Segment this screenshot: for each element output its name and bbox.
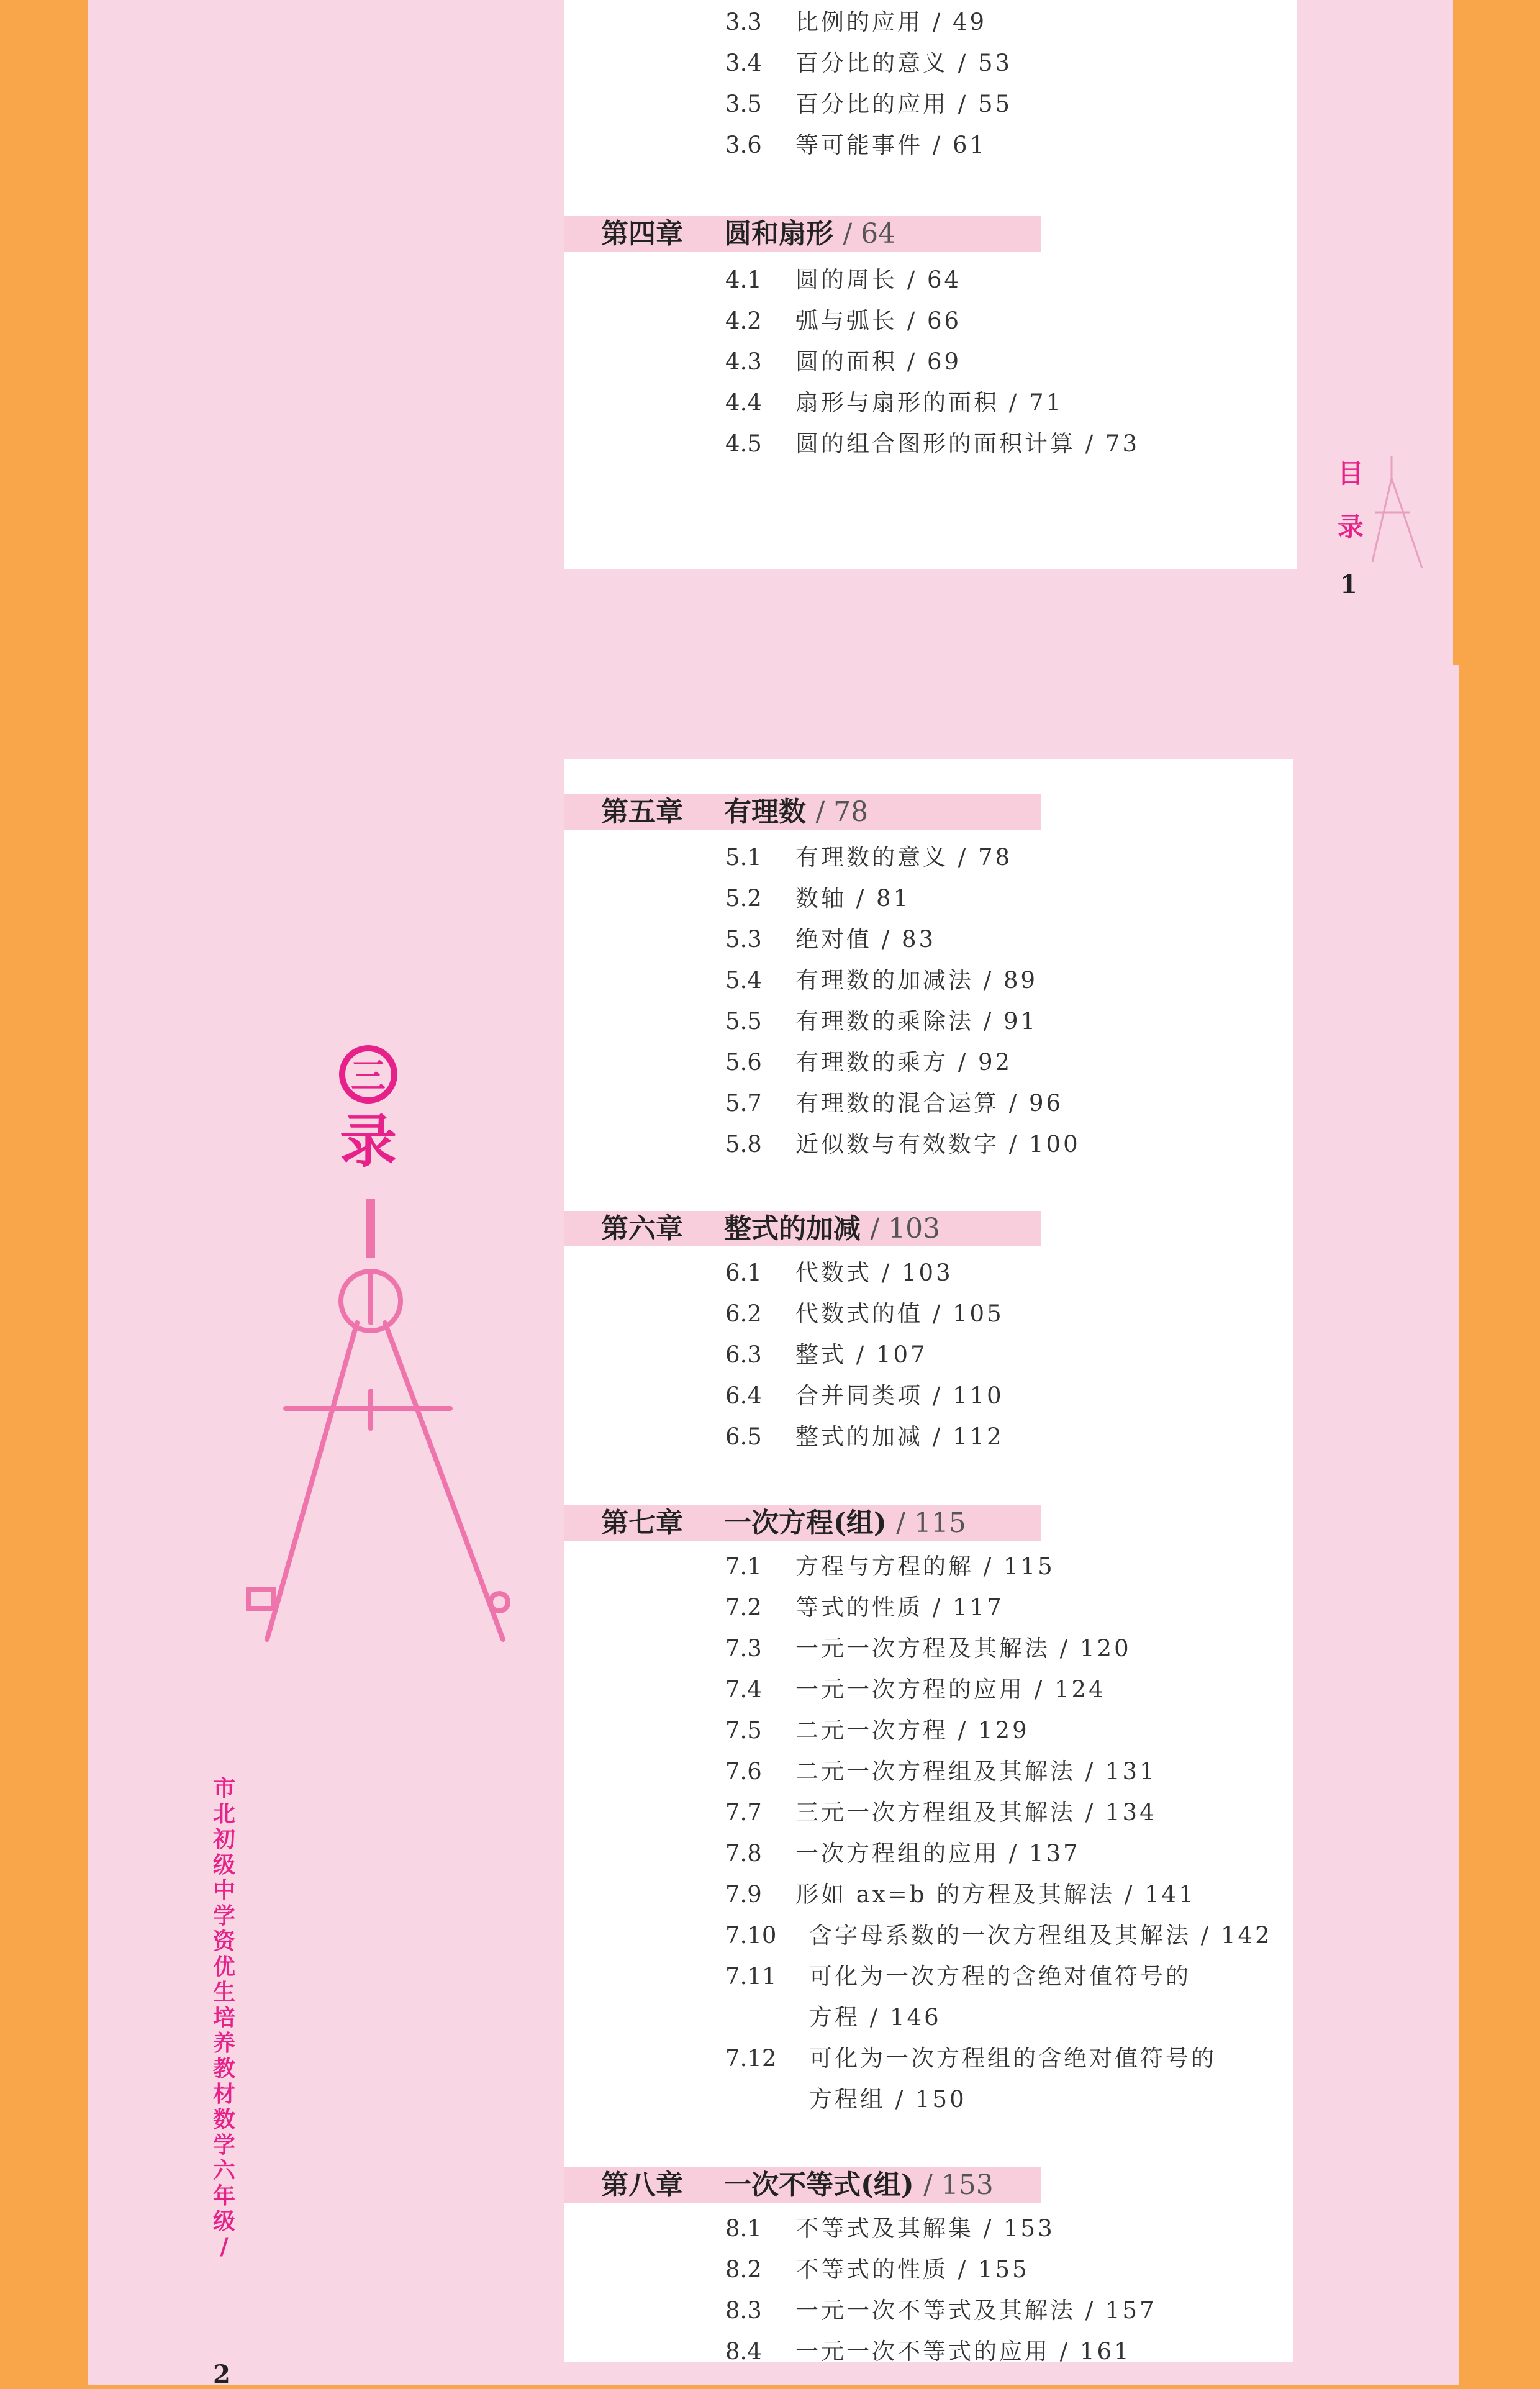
section-title: 代数式 / 103 bbox=[795, 1259, 953, 1286]
section-number: 7.9 bbox=[725, 1881, 762, 1908]
section-number: 7.11 bbox=[725, 1963, 777, 1990]
small-compass-icon bbox=[1363, 453, 1431, 578]
catalog-logo bbox=[335, 1043, 404, 1182]
chapter-label: 第八章 bbox=[601, 2169, 683, 2201]
section-title: 数轴 / 81 bbox=[795, 885, 911, 912]
side-label-char: 目 bbox=[1337, 458, 1364, 489]
section-title: 有理数的意义 / 78 bbox=[795, 844, 1013, 871]
section-title: 代数式的值 / 105 bbox=[795, 1300, 1004, 1327]
chapter-heading bbox=[564, 794, 1041, 830]
chapter-label: 第七章 bbox=[601, 1507, 683, 1539]
section-number: 6.4 bbox=[725, 1382, 762, 1409]
svg-text:三: 三 bbox=[351, 1056, 386, 1097]
section-title: 圆的组合图形的面积计算 / 73 bbox=[795, 430, 1140, 457]
chapter-label: 第四章 bbox=[601, 218, 683, 250]
section-title: 二元一次方程组及其解法 / 131 bbox=[795, 1758, 1157, 1785]
section-number: 7.1 bbox=[725, 1553, 762, 1580]
chapter-title: 一次不等式(组) / 153 bbox=[724, 2169, 994, 2201]
section-number: 4.4 bbox=[725, 389, 762, 416]
compass-icon bbox=[211, 1192, 534, 1664]
section-title: 百分比的意义 / 53 bbox=[795, 50, 1013, 76]
section-title: 有理数的乘方 / 92 bbox=[795, 1049, 1013, 1076]
section-number: 4.3 bbox=[725, 348, 762, 375]
section-title: 弧与弧长 / 66 bbox=[795, 307, 962, 334]
section-number: 3.3 bbox=[725, 9, 762, 35]
section-number: 7.8 bbox=[725, 1840, 762, 1867]
section-number: 5.1 bbox=[725, 844, 762, 871]
section-number: 3.6 bbox=[725, 132, 762, 158]
section-title: 一元一次不等式的应用 / 161 bbox=[795, 2338, 1131, 2365]
section-number: 6.5 bbox=[725, 1423, 762, 1450]
svg-text:录: 录 bbox=[339, 1108, 397, 1175]
section-title: 二元一次方程 / 129 bbox=[795, 1717, 1030, 1744]
section-title: 可化为一次方程的含绝对值符号的 bbox=[809, 1963, 1191, 1990]
section-number: 6.1 bbox=[725, 1259, 762, 1286]
section-number: 7.10 bbox=[725, 1922, 777, 1949]
chapter-label: 第五章 bbox=[601, 796, 683, 828]
section-number: 8.1 bbox=[725, 2215, 762, 2242]
section-number: 6.3 bbox=[725, 1341, 762, 1368]
section-title: 圆的周长 / 64 bbox=[795, 266, 962, 293]
section-number: 4.5 bbox=[725, 430, 762, 457]
section-number: 7.12 bbox=[725, 2045, 777, 2072]
section-title: 等式的性质 / 117 bbox=[795, 1594, 1004, 1621]
section-title: 绝对值 / 83 bbox=[795, 926, 936, 953]
section-number: 5.7 bbox=[725, 1090, 762, 1117]
section-number: 8.3 bbox=[725, 2297, 762, 2324]
chapter-heading bbox=[564, 1211, 1041, 1246]
section-title: 有理数的加减法 / 89 bbox=[795, 967, 1038, 994]
section-title: 方程与方程的解 / 115 bbox=[795, 1553, 1055, 1580]
section-title: 三元一次方程组及其解法 / 134 bbox=[795, 1799, 1157, 1826]
section-number: 7.4 bbox=[725, 1676, 762, 1703]
section-title: 一元一次方程的应用 / 124 bbox=[795, 1676, 1106, 1703]
section-title: 方程 / 146 bbox=[809, 2004, 941, 2031]
chapter-label: 第六章 bbox=[601, 1213, 683, 1244]
section-title: 可化为一次方程组的含绝对值符号的 bbox=[809, 2045, 1216, 2072]
section-title: 不等式及其解集 / 153 bbox=[795, 2215, 1055, 2242]
catalog-logo-icon bbox=[335, 1043, 404, 1180]
side-label-char: 录 bbox=[1337, 512, 1364, 542]
page-number: 2 bbox=[213, 2360, 230, 2389]
section-number: 7.7 bbox=[725, 1799, 762, 1826]
section-title: 方程组 / 150 bbox=[809, 2086, 967, 2113]
section-title: 形如 ax=b 的方程及其解法 / 141 bbox=[795, 1881, 1196, 1908]
chapter-heading bbox=[564, 216, 1041, 252]
section-title: 一次方程组的应用 / 137 bbox=[795, 1840, 1080, 1867]
section-number: 6.2 bbox=[725, 1300, 762, 1327]
section-title: 一元一次不等式及其解法 / 157 bbox=[795, 2297, 1157, 2324]
section-number: 5.3 bbox=[725, 926, 762, 953]
section-number: 8.2 bbox=[725, 2256, 762, 2283]
section-number: 7.2 bbox=[725, 1594, 762, 1621]
chapter-title: 一次方程(组) / 115 bbox=[724, 1507, 966, 1539]
page-number: 1 bbox=[1340, 570, 1357, 599]
section-title: 不等式的性质 / 155 bbox=[795, 2256, 1030, 2283]
section-number: 3.5 bbox=[725, 91, 762, 117]
section-title: 圆的面积 / 69 bbox=[795, 348, 962, 375]
section-title: 合并同类项 / 110 bbox=[795, 1382, 1004, 1409]
section-number: 5.5 bbox=[725, 1008, 762, 1035]
chapter-title: 整式的加减 / 103 bbox=[724, 1213, 941, 1244]
section-title: 近似数与有效数字 / 100 bbox=[795, 1131, 1080, 1158]
section-title: 百分比的应用 / 55 bbox=[795, 91, 1013, 117]
section-number: 5.4 bbox=[725, 967, 762, 994]
section-number: 4.2 bbox=[725, 307, 762, 334]
book-spine-title: 市北初级中学资优生培养教材 数学 六年级 / bbox=[212, 1775, 235, 2260]
chapter-title: 圆和扇形 / 64 bbox=[724, 218, 896, 250]
section-number: 7.6 bbox=[725, 1758, 762, 1785]
side-catalog-label bbox=[1335, 447, 1366, 554]
section-title: 有理数的乘除法 / 91 bbox=[795, 1008, 1038, 1035]
section-number: 5.2 bbox=[725, 885, 762, 912]
section-number: 5.6 bbox=[725, 1049, 762, 1076]
section-number: 7.5 bbox=[725, 1717, 762, 1744]
section-title: 扇形与扇形的面积 / 71 bbox=[795, 389, 1064, 416]
section-title: 含字母系数的一次方程组及其解法 / 142 bbox=[809, 1922, 1272, 1949]
section-title: 有理数的混合运算 / 96 bbox=[795, 1090, 1064, 1117]
section-number: 8.4 bbox=[725, 2338, 762, 2365]
section-number: 5.8 bbox=[725, 1131, 762, 1158]
section-title: 等可能事件 / 61 bbox=[795, 132, 987, 158]
section-title: 一元一次方程及其解法 / 120 bbox=[795, 1635, 1131, 1662]
chapter-heading bbox=[564, 2167, 1041, 2203]
section-title: 比例的应用 / 49 bbox=[795, 9, 987, 35]
section-title: 整式 / 107 bbox=[795, 1341, 928, 1368]
section-title: 整式的加减 / 112 bbox=[795, 1423, 1004, 1450]
section-number: 4.1 bbox=[725, 266, 762, 293]
chapter-heading bbox=[564, 1505, 1041, 1541]
chapter-title: 有理数 / 78 bbox=[724, 796, 869, 828]
section-number: 3.4 bbox=[725, 50, 762, 76]
section-number: 7.3 bbox=[725, 1635, 762, 1662]
